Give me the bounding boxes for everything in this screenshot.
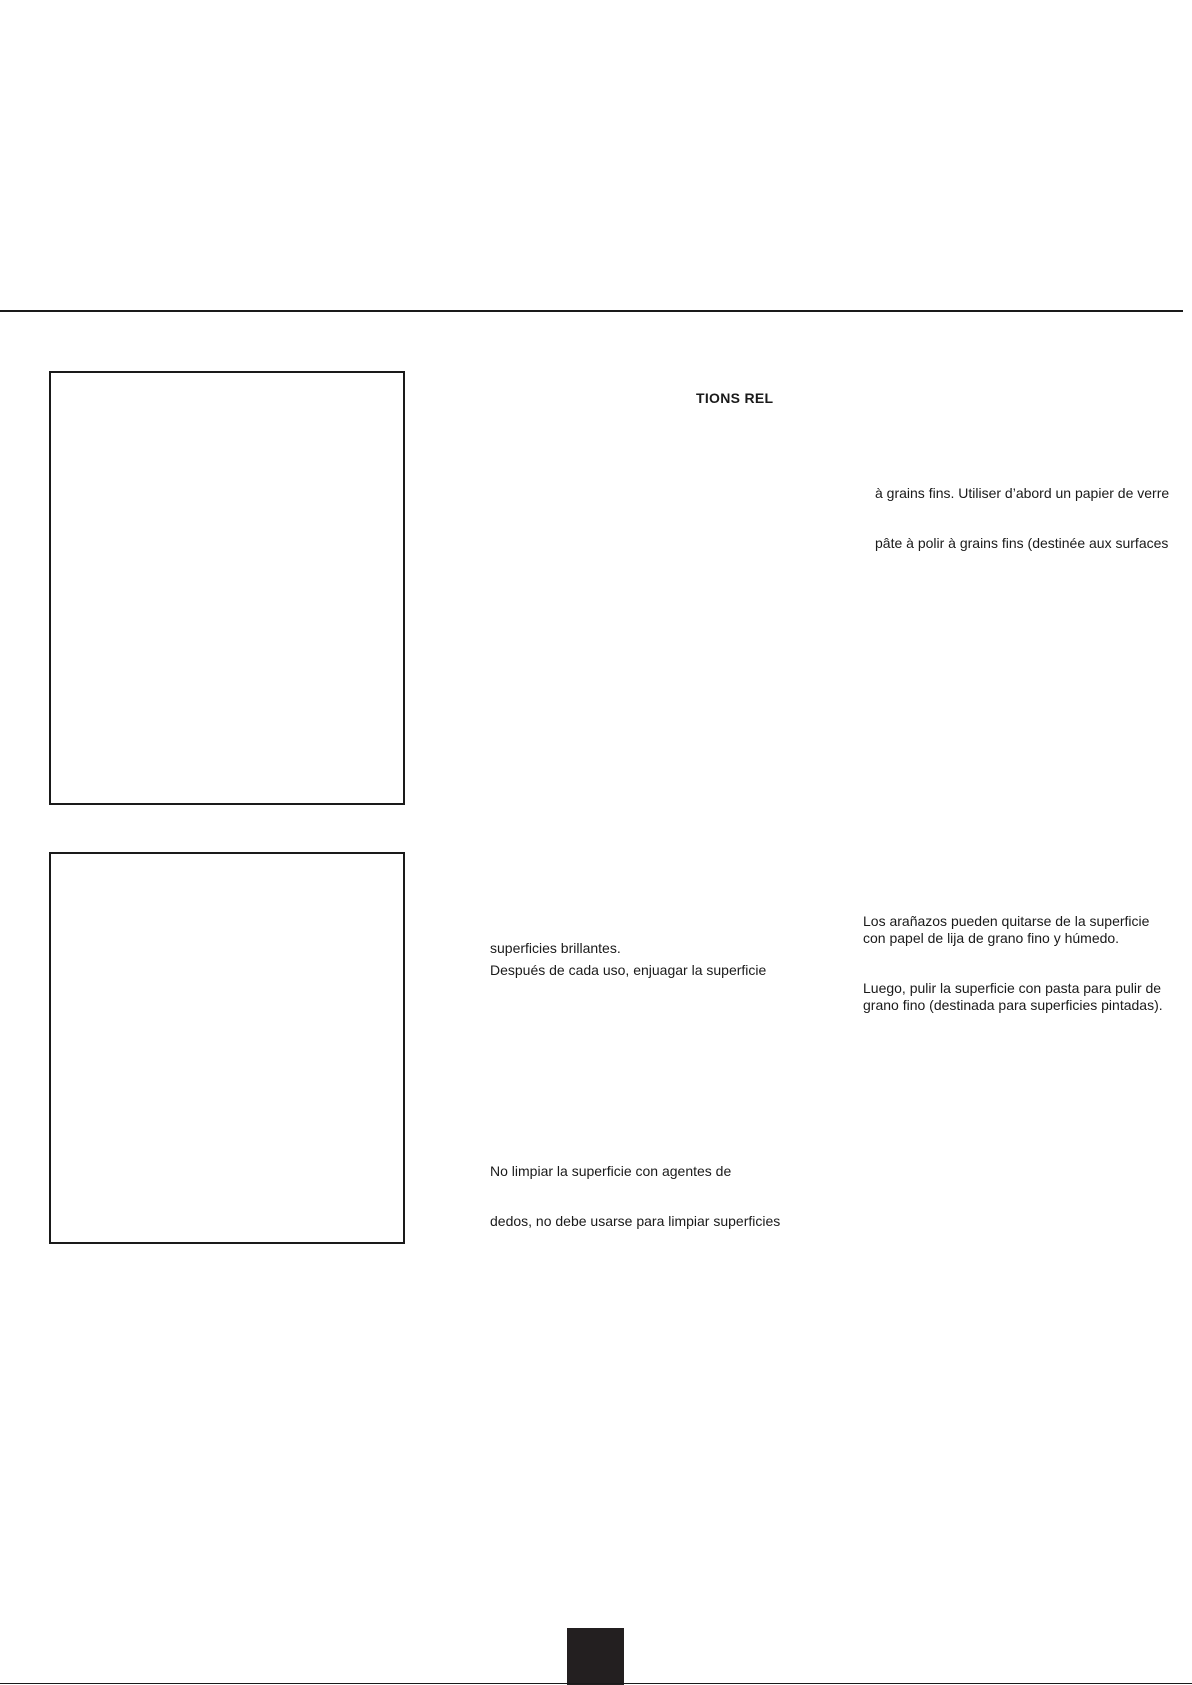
spanish-right-para-1-line-2: con papel de lija de grano fino y húmedo.: [863, 930, 1120, 946]
page-number-tab: [567, 1628, 624, 1685]
illustration-frame-1: [49, 371, 405, 805]
spanish-text-line-1: superficies brillantes.: [490, 940, 621, 956]
french-text-line-2: pâte à polir à grains fins (destinée aux surfaces: [875, 535, 1169, 551]
spanish-text-line-4: dedos, no debe usarse para limpiar superficies: [490, 1213, 781, 1229]
spanish-right-para-2-line-2: grano fino (destinada para superficies pintadas).: [863, 997, 1163, 1013]
spanish-right-para-1-line-1: Los arañazos pueden quitarse de la superficie: [863, 913, 1150, 929]
french-text-line-1: à grains fins. Utiliser d’abord un papier de verre: [875, 485, 1170, 501]
spanish-text-line-3: No limpiar la superficie con agentes de: [490, 1163, 732, 1179]
section-heading: TIONS REL: [696, 390, 774, 406]
illustration-frame-2: [49, 852, 405, 1244]
spanish-right-para-2-line-1: Luego, pulir la superficie con pasta para pulir de: [863, 980, 1162, 996]
bottom-divider: [0, 1683, 1192, 1684]
spanish-text-line-2: Después de cada uso, enjuagar la superficie: [490, 962, 767, 978]
top-divider: [0, 310, 1183, 312]
